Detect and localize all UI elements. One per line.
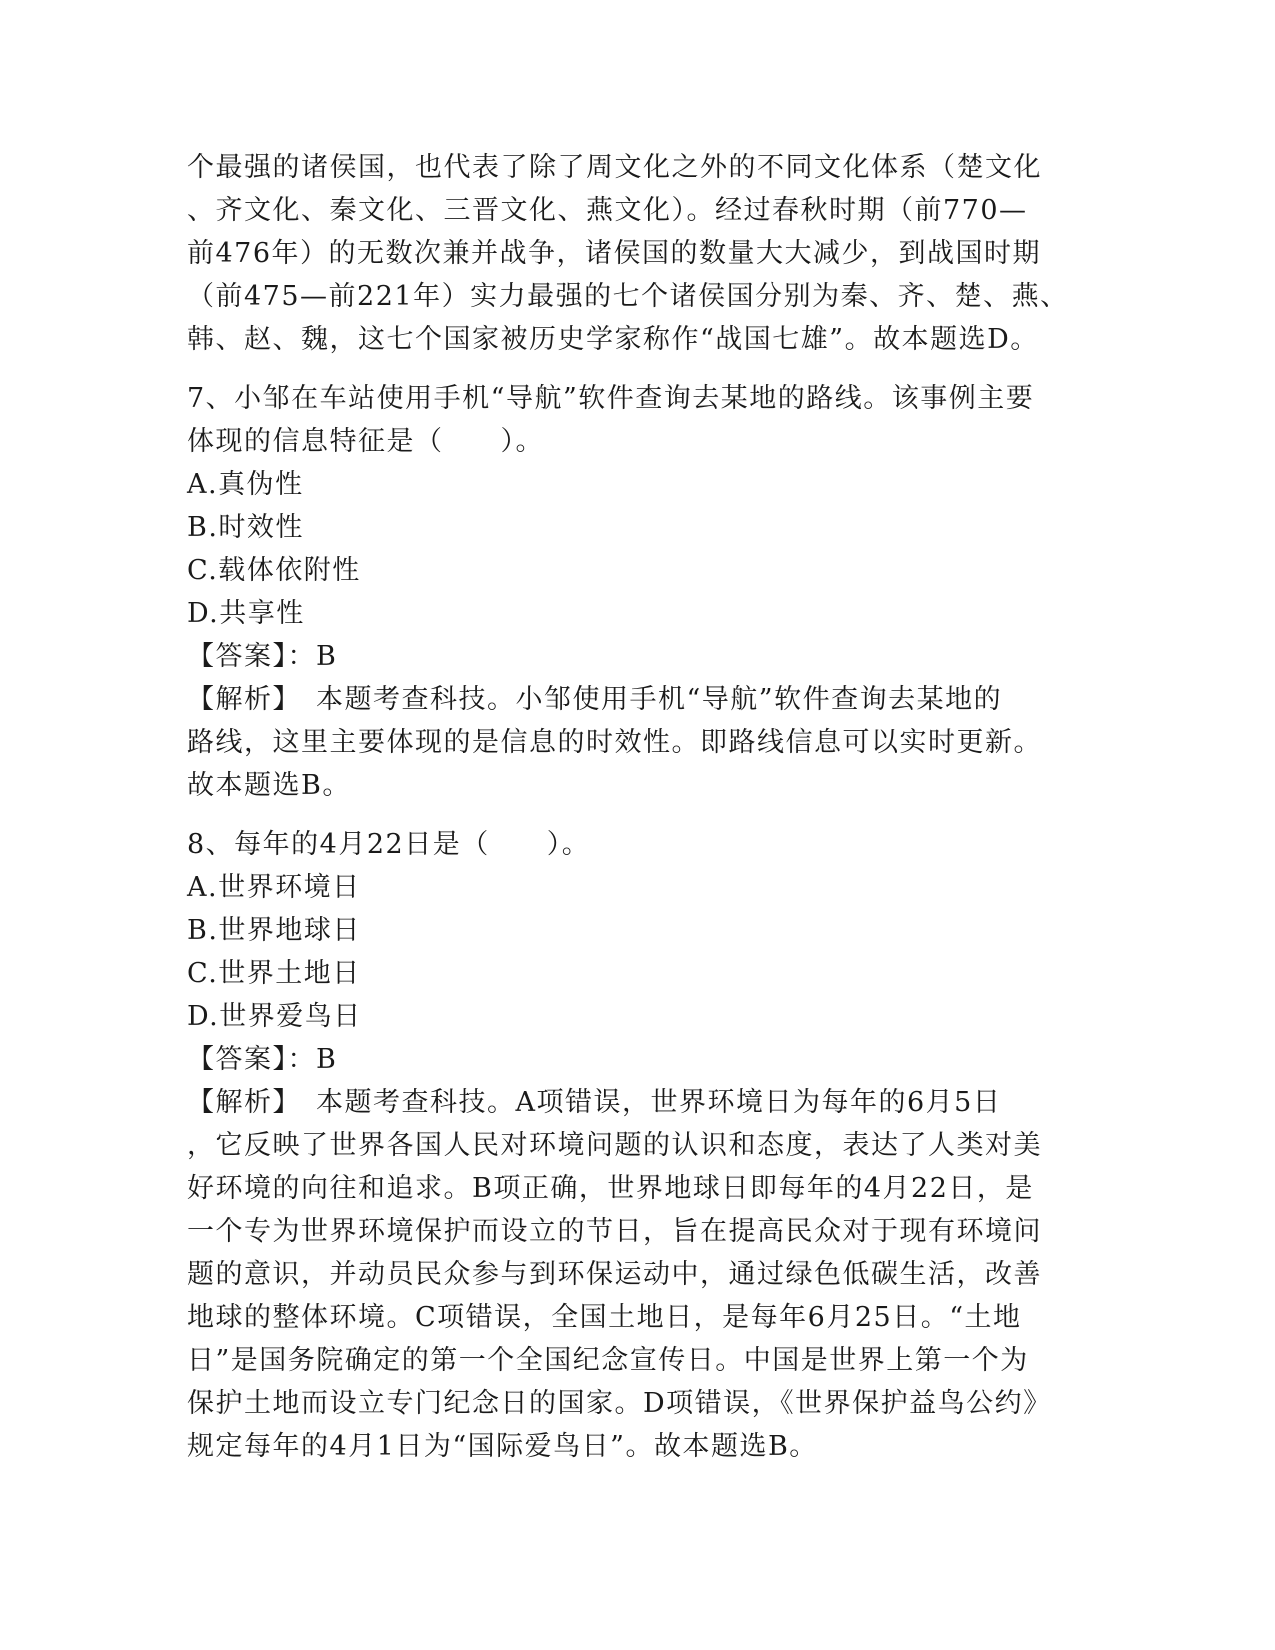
question-7 [187, 377, 1087, 807]
explanation-line: 路线，这里主要体现的是信息的时效性。即路线信息可以实时更新。 [187, 727, 1042, 758]
explanation-line: 、齐文化、秦文化、三晋文化、燕文化）。经过春秋时期（前770— [187, 195, 1028, 226]
explanation-line: ，它反映了世界各国人民对环境问题的认识和态度，表达了人类对美 [187, 1130, 1042, 1161]
explanation-line: 前476年）的无数次兼并战争，诸侯国的数量大大减少，到战国时期 [187, 238, 1042, 269]
explanation-line: 保护土地而设立专门纪念日的国家。D项错误，《世界保护益鸟公约》 [187, 1388, 1052, 1419]
explanation-line: 个最强的诸侯国，也代表了除了周文化之外的不同文化体系（楚文化 [187, 152, 1042, 183]
explanation-line: 日”是国务院确定的第一个全国纪念宣传日。中国是世界上第一个为 [187, 1345, 1029, 1376]
question-stem-line: 7、小邹在车站使用手机“导航”软件查询去某地的路线。该事例主要 [187, 383, 1035, 414]
page-content [187, 146, 1087, 1468]
option-c: C.载体依附性 [187, 555, 361, 586]
answer-line: 【答案】：B [187, 1044, 338, 1075]
option-d: D.共享性 [187, 598, 305, 629]
option-a: A.真伪性 [187, 469, 304, 500]
spacer [187, 361, 1087, 377]
explanation-line: 故本题选B。 [187, 770, 351, 801]
option-b: B.世界地球日 [187, 915, 361, 946]
spacer [187, 807, 1087, 823]
explanation-line: 【解析】 本题考查科技。A项错误，世界环境日为每年的6月5日 [187, 1087, 1002, 1118]
option-b: B.时效性 [187, 512, 304, 543]
option-d: D.世界爱鸟日 [187, 1001, 362, 1032]
explanation-line: 地球的整体环境。C项错误，全国土地日，是每年6月25日。“土地 [187, 1302, 1022, 1333]
explanation-line: 韩、赵、魏，这七个国家被历史学家称作“战国七雄”。故本题选D。 [187, 324, 1039, 355]
question-stem-line: 8、每年的4月22日是（ ）。 [187, 829, 591, 860]
explanation-line: 题的意识，并动员民众参与到环保运动中，通过绿色低碳生活，改善 [187, 1259, 1042, 1290]
option-a: A.世界环境日 [187, 872, 361, 903]
previous-explanation [187, 146, 1087, 361]
explanation-line: 一个专为世界环境保护而设立的节日，旨在提高民众对于现有环境问 [187, 1216, 1042, 1247]
option-c: C.世界土地日 [187, 958, 361, 989]
explanation-line: （前475—前221年）实力最强的七个诸侯国分别为秦、齐、楚、燕、 [187, 281, 1069, 312]
explanation-line: 好环境的向往和追求。B项正确，世界地球日即每年的4月22日，是 [187, 1173, 1034, 1204]
question-8 [187, 823, 1087, 1468]
question-stem-line: 体现的信息特征是（ ）。 [187, 426, 544, 457]
explanation-line: 规定每年的4月1日为“国际爱鸟日”。故本题选B。 [187, 1431, 818, 1462]
explanation-line: 【解析】 本题考查科技。小邹使用手机“导航”软件查询去某地的 [187, 684, 1003, 715]
answer-line: 【答案】：B [187, 641, 338, 672]
